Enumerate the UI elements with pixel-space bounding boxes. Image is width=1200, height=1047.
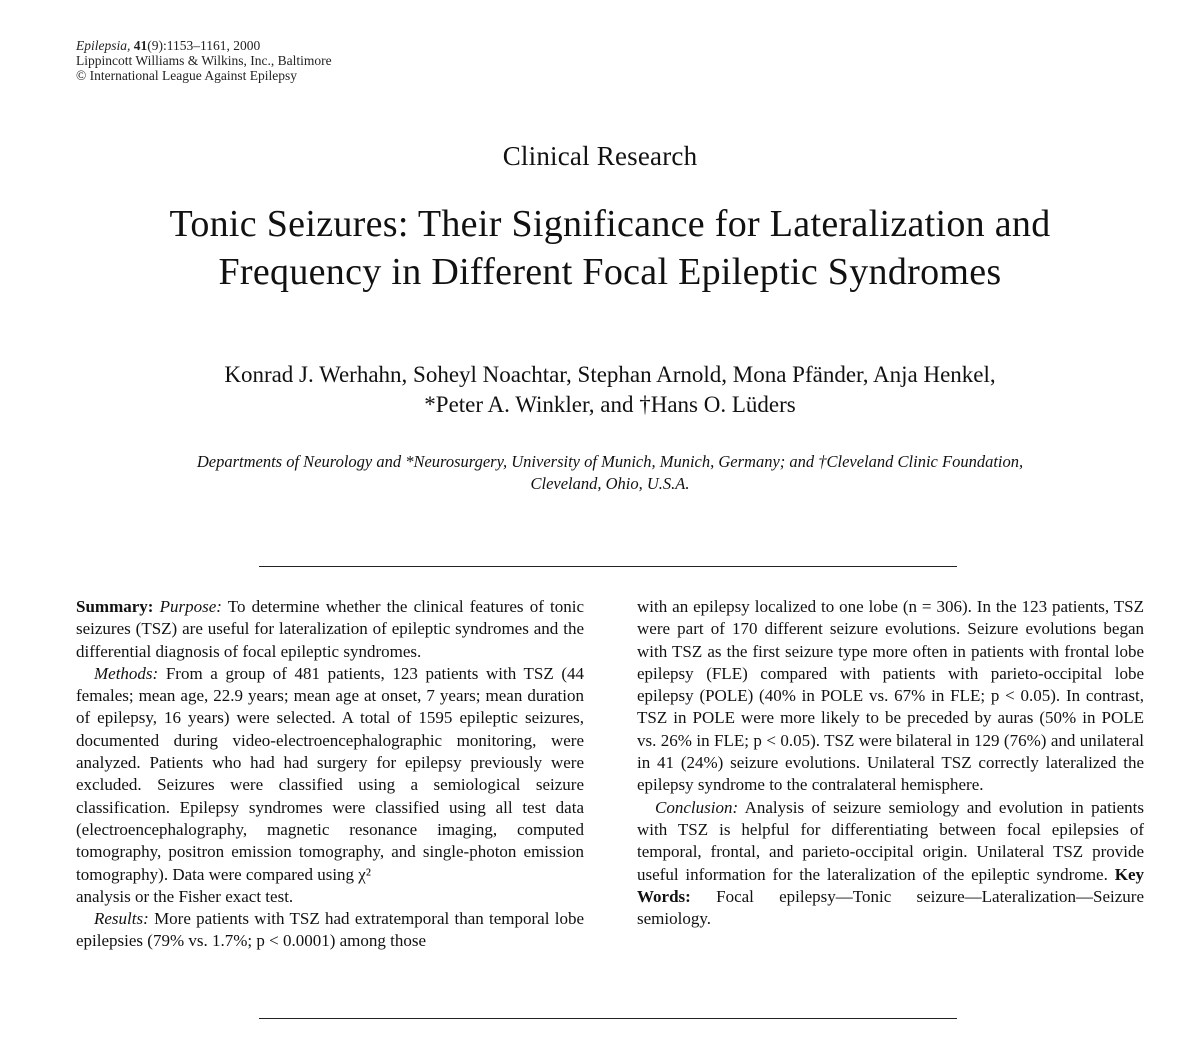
conclusion-paragraph [637, 797, 1144, 931]
methods-label: Methods: [94, 663, 159, 683]
methods-tail: analysis or the Fisher exact test. [76, 886, 294, 906]
methods-text: From a group of 481 patients, 123 patients with TSZ (44 females; mean age, 22.9 years; mean age at onset, 7 years; mean duration of epilepsy, 16 years) were selected. A total of 1595 epileptic seizures, documented during video-electroencephalographic monitoring, were analyzed. Patients who had had surgery for epilepsy previously were excluded. Seizures were classified using a semiological seizure classification. Epilepsy syndromes were classified using all test data (electroencephalography, magnetic resonance imaging, computed tomography, positron emission tomography, and single-photon emission tomography). Data were compared using χ² [76, 663, 585, 884]
copyright-line: © International League Against Epilepsy [76, 68, 297, 83]
conclusion-label: Conclusion: [655, 797, 739, 817]
authors-line-2: *Peter A. Winkler, and †Hans O. Lüders [424, 392, 796, 417]
methods-paragraph [76, 663, 584, 886]
bottom-divider [259, 1018, 957, 1019]
results-text-left: More patients with TSZ had extratemporal than temporal lobe epilepsies (79% vs. 1.7%; p < 0.0001) among those [76, 909, 584, 951]
conclusion-text: Analysis of seizure semiology and evolution in patients with TSZ is helpful for differentiating between focal epilepsies of temporal, frontal, and parieto-occipital origin. Unilateral TSZ provide useful information for the lateralization of the epileptic syndrome. [637, 797, 1144, 884]
abstract-left-column [76, 596, 584, 953]
results-label: Results: [94, 909, 149, 929]
publisher-line: Lippincott Williams & Wilkins, Inc., Baltimore [76, 53, 332, 68]
keywords-text: Focal epilepsy—Tonic seizure—Lateralization—Seizure semiology. [637, 886, 1145, 929]
author-list [80, 360, 1140, 420]
summary-label: Summary: [76, 597, 154, 616]
section-heading: Clinical Research [502, 141, 698, 171]
affiliations [60, 451, 1160, 495]
results-text-right: with an epilepsy localized to one lobe (n = 306). In the 123 patients, TSZ were part of 170 different seizure evolutions. Seizure evolutions began with TSZ as the first seizure type more often in patients with frontal lobe epilepsy (FLE) compared with patients with parieto-occipital lobe epilepsy (POLE) (40% in POLE vs. 67% in FLE; p < 0.05). In contrast, TSZ in POLE were more likely to be preceded by auras (50% in POLE vs. 26% in FLE; p < 0.05). TSZ were bilateral in 129 (76%) and unilateral in 41 (24%) seizure evolutions. Unilateral TSZ correctly lateralized the epilepsy syndrome to the contralateral hemisphere. [637, 597, 1144, 795]
purpose-label: Purpose: [159, 597, 222, 616]
journal-header [76, 38, 332, 83]
purpose-paragraph [76, 596, 584, 663]
authors-line-1: Konrad J. Werhahn, Soheyl Noachtar, Stephan Arnold, Mona Pfänder, Anja Henkel, [224, 362, 996, 387]
article-title [60, 200, 1160, 296]
top-divider [259, 566, 957, 567]
journal-volume: 41 [133, 38, 148, 53]
journal-issue-pages: (9):1153–1161, 2000 [147, 38, 261, 53]
abstract-right-column [637, 596, 1144, 930]
journal-name: Epilepsia, [76, 38, 131, 53]
results-paragraph [76, 908, 584, 953]
affiliation-line-1: Departments of Neurology and *Neurosurgery, University of Munich, Munich, Germany; and †Cleveland Clinic Foundation, [196, 452, 1024, 471]
title-line-2: Frequency in Different Focal Epileptic Syndromes [218, 251, 1002, 293]
journal-citation [76, 38, 332, 53]
keywords-label: Key Words: [637, 864, 1144, 906]
title-line-1: Tonic Seizures: Their Significance for Lateralization and [169, 203, 1051, 245]
purpose-text: To determine whether the clinical features of tonic seizures (TSZ) are useful for lateralization of epileptic syndromes and the differential diagnosis of focal epileptic syndromes. [76, 597, 584, 661]
affiliation-line-2: Cleveland, Ohio, U.S.A. [530, 474, 690, 493]
